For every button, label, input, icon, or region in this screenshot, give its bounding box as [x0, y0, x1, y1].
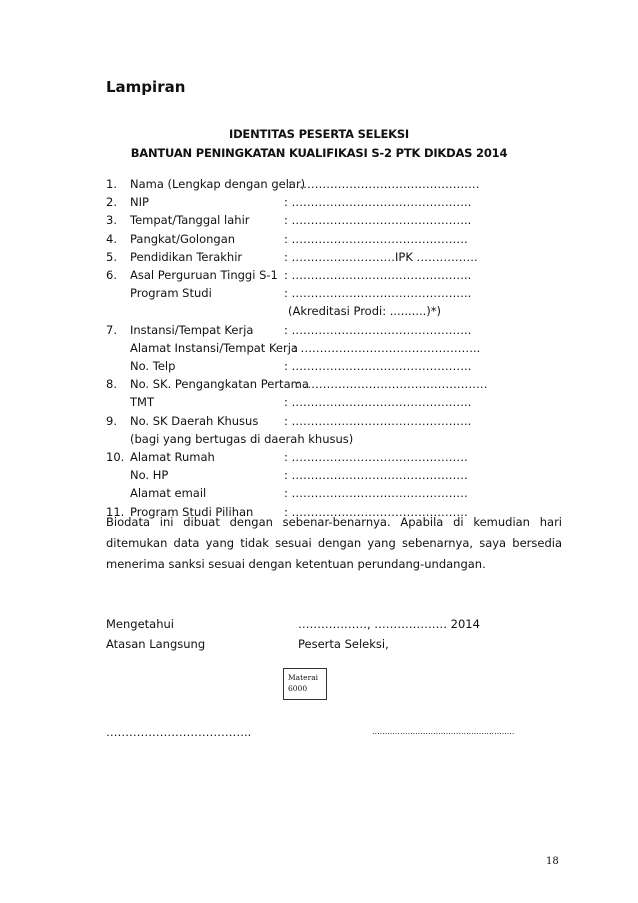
form-row-value: : ………………………………………. — [284, 468, 468, 483]
form-row-label: Program Studi Pilihan — [130, 504, 254, 519]
form-row — [0, 321, 638, 339]
form-row-value: : ……………………………………….. — [284, 268, 472, 282]
form-row-label: No. Telp — [130, 359, 176, 373]
form-row-label: Instansi/Tempat Kerja — [130, 322, 254, 337]
form-row-label: Pendidikan Terakhir — [130, 249, 243, 264]
form-row-label: No. HP — [130, 468, 169, 483]
form-row-value: : ………………………………………. — [284, 486, 468, 501]
form-row-number: 2. — [106, 195, 117, 210]
form-row — [0, 357, 638, 375]
form-row-number: 4. — [106, 231, 117, 246]
form-row-value: : ……………………………………….. — [284, 413, 472, 428]
form-row-label: Alamat Rumah — [130, 450, 215, 464]
form-row-value: : ……………………………………….. — [284, 213, 472, 228]
form-row-label: No. SK. Pengangkatan Pertama — [130, 377, 309, 392]
form-row-number: 10. — [106, 450, 125, 464]
form-row — [0, 412, 638, 430]
form-subtitle: BANTUAN PENINGKATAN KUALIFIKASI S-2 PTK DIKDAS 2014 — [130, 146, 508, 160]
form-row-label: Nama (Lengkap dengan gelar) — [130, 177, 306, 191]
stamp-text-2: 6000 — [288, 684, 308, 693]
sign-left-label-1: Mengetahui — [106, 617, 174, 631]
form-row — [0, 375, 638, 393]
declaration-paragraph: Biodata ini dibuat dengan sebenar-benarnya. Apabila di kemudian hari ditemukan data yang tidak sesuai dengan yang sebenarnya, saya bersedia menerima sanksi sesuai dengan ketentuan perundang-undangan. — [106, 515, 562, 571]
form-row-value: : ………………………………………. — [284, 231, 468, 246]
form-row — [0, 248, 638, 266]
form-row-label: Pangkat/Golongan — [130, 231, 236, 246]
form-title: IDENTITAS PESERTA SELEKSI — [229, 127, 409, 141]
stamp-box — [283, 668, 327, 700]
form-row — [0, 448, 638, 466]
form-row-label: NIP — [130, 195, 149, 210]
signature-line-left: ……………………………….. — [106, 725, 252, 739]
form-row-value: : ………………………………………… — [296, 377, 488, 392]
form-row-value: (Akreditasi Prodi: ..........)*) — [288, 304, 442, 319]
form-row — [0, 175, 638, 193]
form-row-value: : ………………………………………. — [284, 504, 468, 519]
form-row-label: TMT — [130, 395, 154, 410]
form-row-label: Asal Perguruan Tinggi S-1 — [130, 268, 278, 282]
form-row-number: 6. — [106, 268, 117, 282]
form-row-label: No. SK Daerah Khusus — [130, 413, 259, 428]
sign-right-label: Peserta Seleksi, — [298, 637, 389, 651]
form-row-label: Alamat email — [130, 486, 207, 501]
form-row-value: : ………………………………………… — [288, 177, 480, 191]
form-row-number: 11. — [106, 504, 125, 519]
form-row-label: Program Studi — [130, 286, 212, 301]
form-row-value: : ……………………………………….. — [284, 359, 472, 373]
form-row — [0, 193, 638, 211]
form-row — [0, 230, 638, 248]
form-row-number: 5. — [106, 249, 117, 264]
form-row — [0, 284, 638, 302]
form-row-value: : ……………………………………….. — [293, 340, 481, 355]
form-row-number: 1. — [106, 177, 117, 191]
form-row-value: : ……………………………………….. — [284, 322, 472, 337]
form-row-value: : ………………………………………. — [284, 450, 468, 464]
form-row-number: 9. — [106, 413, 117, 428]
form-row — [0, 484, 638, 502]
sign-left-label-2: Atasan Langsung — [106, 637, 206, 651]
signature-line-right: ........................................................ — [372, 727, 515, 736]
stamp-text-1: Materai — [288, 673, 319, 682]
sign-date-place: ………………, ………………. 2014 — [298, 617, 480, 631]
form-row-value: : ………………………IPK ……………. — [284, 249, 478, 264]
form-row-number: 3. — [106, 213, 117, 228]
form-row — [0, 339, 638, 357]
form-row-number: 8. — [106, 377, 117, 392]
page-number: 18 — [546, 856, 559, 867]
form-row-value: : ……………………………………….. — [284, 195, 472, 210]
form-row-value: : ……………………………………….. — [284, 286, 472, 301]
form-row — [0, 266, 638, 284]
form-row — [0, 430, 638, 448]
form-row-label: Alamat Instansi/Tempat Kerja — [130, 340, 298, 355]
form-row — [0, 393, 638, 411]
form-row — [0, 302, 638, 320]
form-row — [0, 466, 638, 484]
form-row-label: Tempat/Tanggal lahir — [130, 213, 250, 228]
form-row-value: : ……………………………………….. — [284, 395, 472, 410]
form-row-number: 7. — [106, 322, 117, 337]
form-row-label: (bagi yang bertugas di daerah khusus) — [130, 431, 354, 446]
page-heading: Lampiran — [106, 78, 186, 96]
form-row — [0, 211, 638, 229]
